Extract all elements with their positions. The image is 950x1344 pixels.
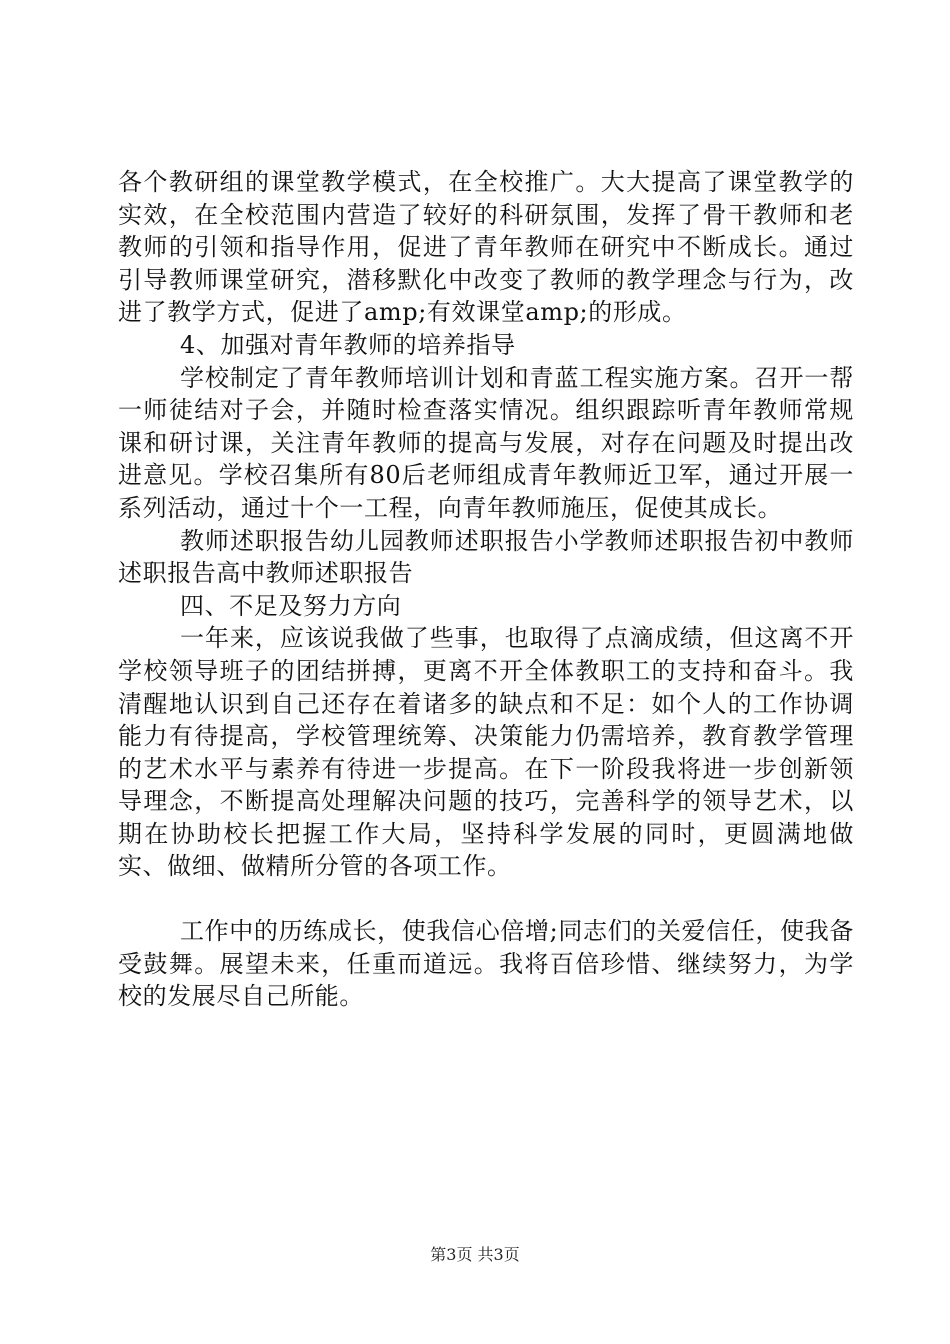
paragraph-self-assessment: 一年来，应该说我做了些事，也取得了点滴成绩，但这离不开学校领导班子的团结拼搏，更离不开全体教职工的支持和奋斗。我清醒地认识到自己还存在着诸多的缺点和不足：如个人的工作协调能力有待提高，学校管理统筹、决策能力仍需培养，教育教学管理的艺术水平与素养有待进一步提高。在下一阶段我将进一步创新领导理念，不断提高处理解决问题的技巧，完善科学的领导艺术，以期在协助校长把握工作大局，坚持科学发展的同时，更圆满地做实、做细、做精所分管的各项工作。 (118, 624, 854, 881)
paragraph-gap (118, 883, 854, 915)
paragraph-report-links: 教师述职报告幼儿园教师述职报告小学教师述职报告初中教师述职报告高中教师述职报告 (118, 526, 854, 588)
document-body (118, 166, 854, 1013)
heading-shortcomings: 四、不足及努力方向 (180, 591, 402, 620)
paragraph-young-teacher-plan: 学校制定了青年教师培训计划和青蓝工程实施方案。召开一帮一师徒结对子会，并随时检查落实情况。组织跟踪听青年教师常规课和研讨课，关注青年教师的提高与发展，对存在问题及时提出改进意见。学校召集所有80后老师组成青年教师近卫军，通过开展一系列活动，通过十个一工程，向青年教师施压，促使其成长。 (118, 363, 854, 522)
paragraph-teaching-model: 各个教研组的课堂教学模式，在全校推广。大大提高了课堂教学的实效，在全校范围内营造了较好的科研氛围，发挥了骨干教师和老教师的引领和指导作用，促进了青年教师在研究中不断成长。通过引导教师课堂研究，潜移默化中改变了教师的教学理念与行为，改进了教学方式，促进了amp;有效课堂amp;的形成。 (118, 168, 854, 327)
heading-young-teacher-training: 4、加强对青年教师的培养指导 (180, 330, 516, 359)
page-number-footer: 第3页 共3页 (430, 1245, 520, 1264)
paragraph-conclusion: 工作中的历练成长，使我信心倍增;同志们的关爱信任，使我备受鼓舞。展望未来，任重而道远。我将百倍珍惜、继续努力，为学校的发展尽自己所能。 (118, 917, 854, 1011)
